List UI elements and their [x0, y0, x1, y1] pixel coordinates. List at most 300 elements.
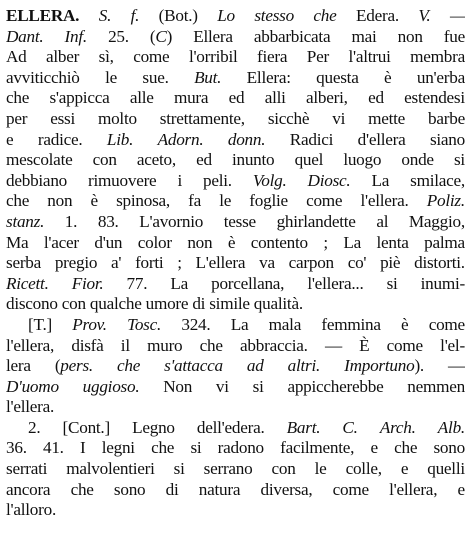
- word: [137, 150, 176, 171]
- word: [127, 274, 148, 295]
- word: [44, 233, 79, 254]
- word: [130, 88, 154, 109]
- text-run: avviticchiò: [6, 67, 80, 87]
- word: [348, 253, 367, 274]
- italic-text: Diosc.: [307, 170, 351, 190]
- word: [139, 212, 203, 233]
- word: [131, 6, 140, 27]
- text-run: 36.: [6, 438, 27, 458]
- word: [346, 459, 382, 480]
- word: [199, 480, 240, 501]
- text-run: Ellera: [193, 26, 233, 46]
- word: [93, 150, 117, 171]
- word: [265, 88, 286, 109]
- italic-text: D'uomo: [6, 376, 59, 396]
- text-run: non: [47, 191, 73, 211]
- italic-text: uggioso.: [82, 376, 140, 396]
- word: [190, 438, 201, 459]
- word: [316, 68, 358, 89]
- text-run: [Cont.]: [62, 417, 110, 437]
- text-line: [6, 356, 465, 377]
- word: [358, 130, 406, 151]
- text-run: si: [386, 273, 398, 293]
- word: [6, 68, 80, 89]
- text-run: lera: [6, 356, 31, 376]
- word: [121, 336, 130, 357]
- text-run: sono: [113, 479, 146, 499]
- italic-text: S.: [98, 6, 112, 25]
- word: [6, 191, 29, 212]
- italic-text: Poliz.: [426, 191, 465, 211]
- text-run: non: [187, 232, 213, 252]
- italic-text: f.: [130, 6, 140, 25]
- word: [351, 27, 376, 48]
- word: [380, 253, 400, 274]
- word: [177, 171, 182, 192]
- word: [6, 459, 47, 480]
- text-run: radice.: [37, 129, 83, 149]
- text-run: sue.: [142, 67, 169, 87]
- word: [360, 191, 408, 212]
- text-run: nemmen: [407, 376, 465, 396]
- text-run: disfà: [71, 335, 104, 355]
- word: [343, 233, 361, 254]
- text-line: [6, 191, 465, 212]
- word: [289, 253, 334, 274]
- word: [203, 171, 232, 192]
- text-run: (: [149, 26, 156, 46]
- word: [200, 336, 223, 357]
- word: [229, 88, 245, 109]
- word: [240, 336, 308, 357]
- text-run: si: [453, 150, 465, 170]
- text-run: che: [151, 438, 175, 458]
- text-run: sì,: [98, 47, 114, 67]
- text-run: sicchè: [267, 108, 310, 128]
- text-run: abbarbicata: [253, 26, 331, 46]
- text-run: estendesi: [404, 88, 465, 108]
- word: [295, 150, 324, 171]
- word: [380, 418, 416, 439]
- italic-text: donn.: [227, 129, 266, 149]
- text-line: [6, 6, 465, 27]
- word: [404, 88, 465, 109]
- text-run: [T.]: [28, 314, 52, 334]
- text-run: inumi-: [420, 273, 465, 293]
- text-run: è: [227, 232, 236, 252]
- word: [28, 418, 40, 439]
- word: [150, 27, 172, 48]
- text-run: l'acer: [43, 232, 79, 252]
- text-run: è: [384, 67, 392, 87]
- text-run: siano: [429, 129, 465, 149]
- text-line: [6, 336, 465, 357]
- text-run: L'avornio: [139, 211, 204, 231]
- word: [196, 253, 246, 274]
- word: [394, 438, 417, 459]
- word: [135, 253, 163, 274]
- word: [268, 109, 309, 130]
- word: [6, 274, 49, 295]
- text-run: —: [324, 335, 342, 355]
- word: [249, 191, 288, 212]
- word: [107, 130, 133, 151]
- word: [55, 253, 97, 274]
- word: [427, 459, 465, 480]
- word: [384, 68, 391, 89]
- word: [254, 6, 294, 27]
- text-run: mette: [368, 108, 406, 128]
- text-run: Non: [163, 376, 193, 396]
- text-run: Radici: [289, 129, 334, 149]
- text-run: fue: [443, 26, 465, 46]
- italic-text: stanz.: [6, 211, 45, 231]
- text-run: d'un: [94, 232, 123, 252]
- word: [427, 191, 465, 212]
- italic-text: che: [313, 6, 337, 25]
- text-run: serba: [6, 253, 42, 273]
- word: [28, 315, 52, 336]
- text-run: I: [79, 438, 86, 458]
- word: [204, 459, 253, 480]
- word: [370, 438, 377, 459]
- text-run: strettamente,: [159, 108, 245, 128]
- word: [6, 6, 79, 27]
- text-line: [6, 438, 465, 459]
- text-run: abbraccia.: [240, 335, 308, 355]
- text-run: 77.: [126, 273, 148, 293]
- word: [342, 418, 357, 439]
- word: [174, 88, 208, 109]
- word: [409, 212, 465, 233]
- text-run: mai: [351, 26, 377, 46]
- italic-text: Tosc.: [127, 314, 162, 334]
- word: [323, 233, 328, 254]
- word: [306, 191, 342, 212]
- text-line: [6, 212, 465, 233]
- text-run: questa: [316, 67, 359, 87]
- word: [260, 480, 312, 501]
- text-line: [6, 233, 465, 254]
- text-run: smilace,: [410, 170, 465, 190]
- italic-text: altri.: [287, 356, 321, 376]
- text-run: ): [166, 26, 173, 46]
- text-run: che: [199, 335, 223, 355]
- text-run: radono: [217, 438, 264, 458]
- text-line: [6, 274, 465, 295]
- word: [421, 274, 465, 295]
- text-run: con: [92, 150, 117, 170]
- text-run: alber: [46, 47, 80, 67]
- text-run: membra: [410, 47, 465, 67]
- word: [6, 150, 72, 171]
- text-run: vi: [332, 108, 346, 128]
- word: [306, 88, 348, 109]
- text-run: essi: [50, 108, 75, 128]
- word: [450, 6, 465, 27]
- text-run: foglie: [249, 191, 288, 211]
- text-run: femmina: [321, 314, 381, 334]
- text-run: come: [332, 479, 369, 499]
- word: [247, 356, 264, 377]
- word: [418, 6, 430, 27]
- word: [458, 480, 465, 501]
- text-run: quel: [294, 150, 324, 170]
- word: [231, 315, 249, 336]
- text-run: è: [401, 314, 409, 334]
- word: [132, 418, 175, 439]
- word: [72, 315, 107, 336]
- word: [181, 315, 210, 336]
- italic-text: s'attacca: [164, 356, 223, 376]
- word: [269, 315, 301, 336]
- text-run: s'appicca: [49, 88, 110, 108]
- italic-text: Dant.: [6, 26, 44, 46]
- text-run: ;: [177, 253, 182, 273]
- word: [211, 274, 284, 295]
- word: [440, 336, 465, 357]
- word: [88, 171, 156, 192]
- word: [387, 336, 423, 357]
- text-line: [6, 459, 465, 480]
- word: [43, 438, 64, 459]
- text-run: e: [370, 438, 378, 458]
- word: [359, 336, 369, 357]
- word: [277, 212, 356, 233]
- word: [321, 315, 380, 336]
- word: [287, 377, 383, 398]
- text-run: l'alloro.: [6, 500, 57, 520]
- headword: ELLERA.: [6, 6, 80, 25]
- text-run: La: [371, 170, 390, 190]
- text-run: i: [177, 170, 182, 190]
- text-run: luogo: [343, 150, 382, 170]
- word: [65, 212, 77, 233]
- word: [259, 253, 275, 274]
- text-run: Ellera:: [246, 67, 291, 87]
- text-run: che: [70, 479, 94, 499]
- word: [368, 88, 384, 109]
- text-run: Ma: [6, 232, 29, 252]
- word: [332, 109, 345, 130]
- word: [280, 438, 354, 459]
- word: [253, 377, 264, 398]
- text-line: [6, 109, 465, 130]
- text-run: fiera: [257, 47, 288, 67]
- text-run: Ad: [6, 47, 27, 67]
- text-run: si: [190, 438, 202, 458]
- text-run: peli.: [203, 170, 232, 190]
- italic-text: Arch.: [379, 417, 416, 437]
- word: [71, 480, 94, 501]
- text-line: [6, 130, 465, 151]
- text-run: come: [428, 314, 465, 334]
- word: [102, 438, 135, 459]
- text-run: diversa,: [260, 479, 313, 499]
- text-run: e: [6, 129, 14, 149]
- word: [6, 27, 43, 48]
- word: [307, 47, 329, 68]
- text-line: [6, 397, 465, 418]
- text-run: ).: [414, 356, 424, 376]
- text-line: [6, 68, 465, 89]
- word: [348, 47, 390, 68]
- word: [147, 336, 182, 357]
- text-run: tesse: [223, 211, 256, 231]
- text-run: malvolentieri: [66, 459, 155, 479]
- word: [219, 191, 231, 212]
- word: [6, 171, 67, 192]
- word: [401, 150, 433, 171]
- text-run: non: [397, 26, 423, 46]
- text-run: porcellana,: [211, 273, 285, 293]
- text-run: d'ellera: [357, 129, 406, 149]
- text-run: fa: [188, 191, 201, 211]
- entry-sense-2-paragraph: [6, 418, 465, 521]
- word: [49, 88, 109, 109]
- text-run: sono: [433, 438, 465, 458]
- word: [343, 150, 381, 171]
- entry-proverb-paragraph: [6, 315, 465, 418]
- word: [430, 130, 465, 151]
- text-run: l'ellera.: [360, 191, 409, 211]
- text-run: piè: [380, 253, 401, 273]
- word: [448, 356, 465, 377]
- text-run: serrano: [203, 459, 253, 479]
- word: [272, 459, 296, 480]
- text-run: e: [457, 479, 465, 499]
- text-run: La: [343, 232, 362, 252]
- text-run: Edera.: [356, 6, 399, 25]
- italic-text: —: [449, 6, 465, 25]
- text-run: il: [120, 335, 130, 355]
- text-line: [6, 418, 465, 439]
- text-run: 41.: [42, 438, 64, 458]
- italic-text: Importuno: [344, 356, 415, 376]
- text-run: natura: [198, 479, 241, 499]
- word: [377, 233, 409, 254]
- italic-text: stesso: [254, 6, 294, 25]
- word: [193, 27, 233, 48]
- word: [389, 480, 437, 501]
- word: [117, 356, 140, 377]
- text-run: di: [165, 479, 179, 499]
- text-run: l'ellera.: [6, 397, 55, 417]
- text-run: le: [219, 191, 232, 211]
- word: [387, 274, 398, 295]
- text-run: le: [105, 67, 117, 87]
- italic-text: Fior.: [71, 273, 104, 293]
- text-run: (Bot.): [158, 6, 198, 25]
- text-line: [6, 500, 465, 521]
- word: [438, 418, 465, 439]
- word: [218, 438, 264, 459]
- text-run: ed: [368, 88, 384, 108]
- text-run: La: [170, 273, 188, 293]
- italic-text: Inf.: [64, 26, 87, 46]
- word: [158, 130, 204, 151]
- text-run: debbiano: [6, 170, 68, 190]
- text-run: l'ellera...: [307, 273, 364, 293]
- text-run: quelli: [427, 459, 465, 479]
- word: [228, 233, 235, 254]
- word: [108, 27, 129, 48]
- italic-text: Bart.: [286, 417, 321, 437]
- text-run: serrati: [6, 459, 48, 479]
- word: [163, 377, 192, 398]
- word: [344, 356, 424, 377]
- word: [6, 438, 27, 459]
- text-run: 1.: [64, 211, 78, 231]
- italic-text: pers.: [60, 356, 93, 376]
- text-run: inunto: [231, 150, 275, 170]
- word: [196, 150, 212, 171]
- text-run: ed: [228, 88, 245, 108]
- word: [127, 315, 161, 336]
- text-run: va: [259, 253, 275, 273]
- text-run: —: [448, 356, 465, 376]
- word: [308, 171, 351, 192]
- text-run: come: [133, 47, 170, 67]
- text-run: 83.: [97, 211, 119, 231]
- word: [216, 377, 229, 398]
- word: [116, 191, 170, 212]
- italic-text: Lo: [217, 6, 235, 25]
- text-line: [6, 294, 465, 315]
- word: [6, 233, 28, 254]
- italic-text: Alb.: [437, 417, 465, 437]
- word: [315, 459, 327, 480]
- word: [217, 6, 235, 27]
- word: [251, 233, 308, 254]
- text-run: forti: [135, 253, 164, 273]
- text-run: è: [90, 191, 98, 211]
- italic-text: V.: [418, 6, 431, 25]
- text-run: come: [306, 191, 343, 211]
- word: [38, 130, 83, 151]
- text-run: La: [230, 314, 249, 334]
- word: [429, 315, 465, 336]
- word: [194, 68, 221, 89]
- italic-text: C: [155, 26, 167, 46]
- text-line: [6, 88, 465, 109]
- word: [257, 47, 287, 68]
- text-run: alli: [264, 88, 286, 108]
- text-run: ;: [323, 232, 328, 252]
- word: [376, 212, 388, 233]
- text-run: contento: [250, 232, 308, 252]
- text-run: discono con qualche umore di simile qualità.: [6, 294, 303, 314]
- word: [371, 171, 389, 192]
- text-run: ancora: [6, 479, 51, 499]
- word: [398, 27, 423, 48]
- word: [410, 171, 465, 192]
- text-run: lenta: [376, 232, 409, 252]
- word: [63, 418, 110, 439]
- italic-text: Lib.: [106, 129, 134, 149]
- word: [164, 356, 223, 377]
- word: [83, 377, 140, 398]
- word: [189, 47, 238, 68]
- text-run: a': [111, 253, 122, 273]
- text-run: l'ellera,: [389, 479, 438, 499]
- italic-text: che: [117, 356, 141, 376]
- text-run: onde: [401, 150, 434, 170]
- word: [410, 47, 465, 68]
- word: [46, 47, 79, 68]
- text-run: (: [54, 356, 61, 376]
- word: [197, 418, 265, 439]
